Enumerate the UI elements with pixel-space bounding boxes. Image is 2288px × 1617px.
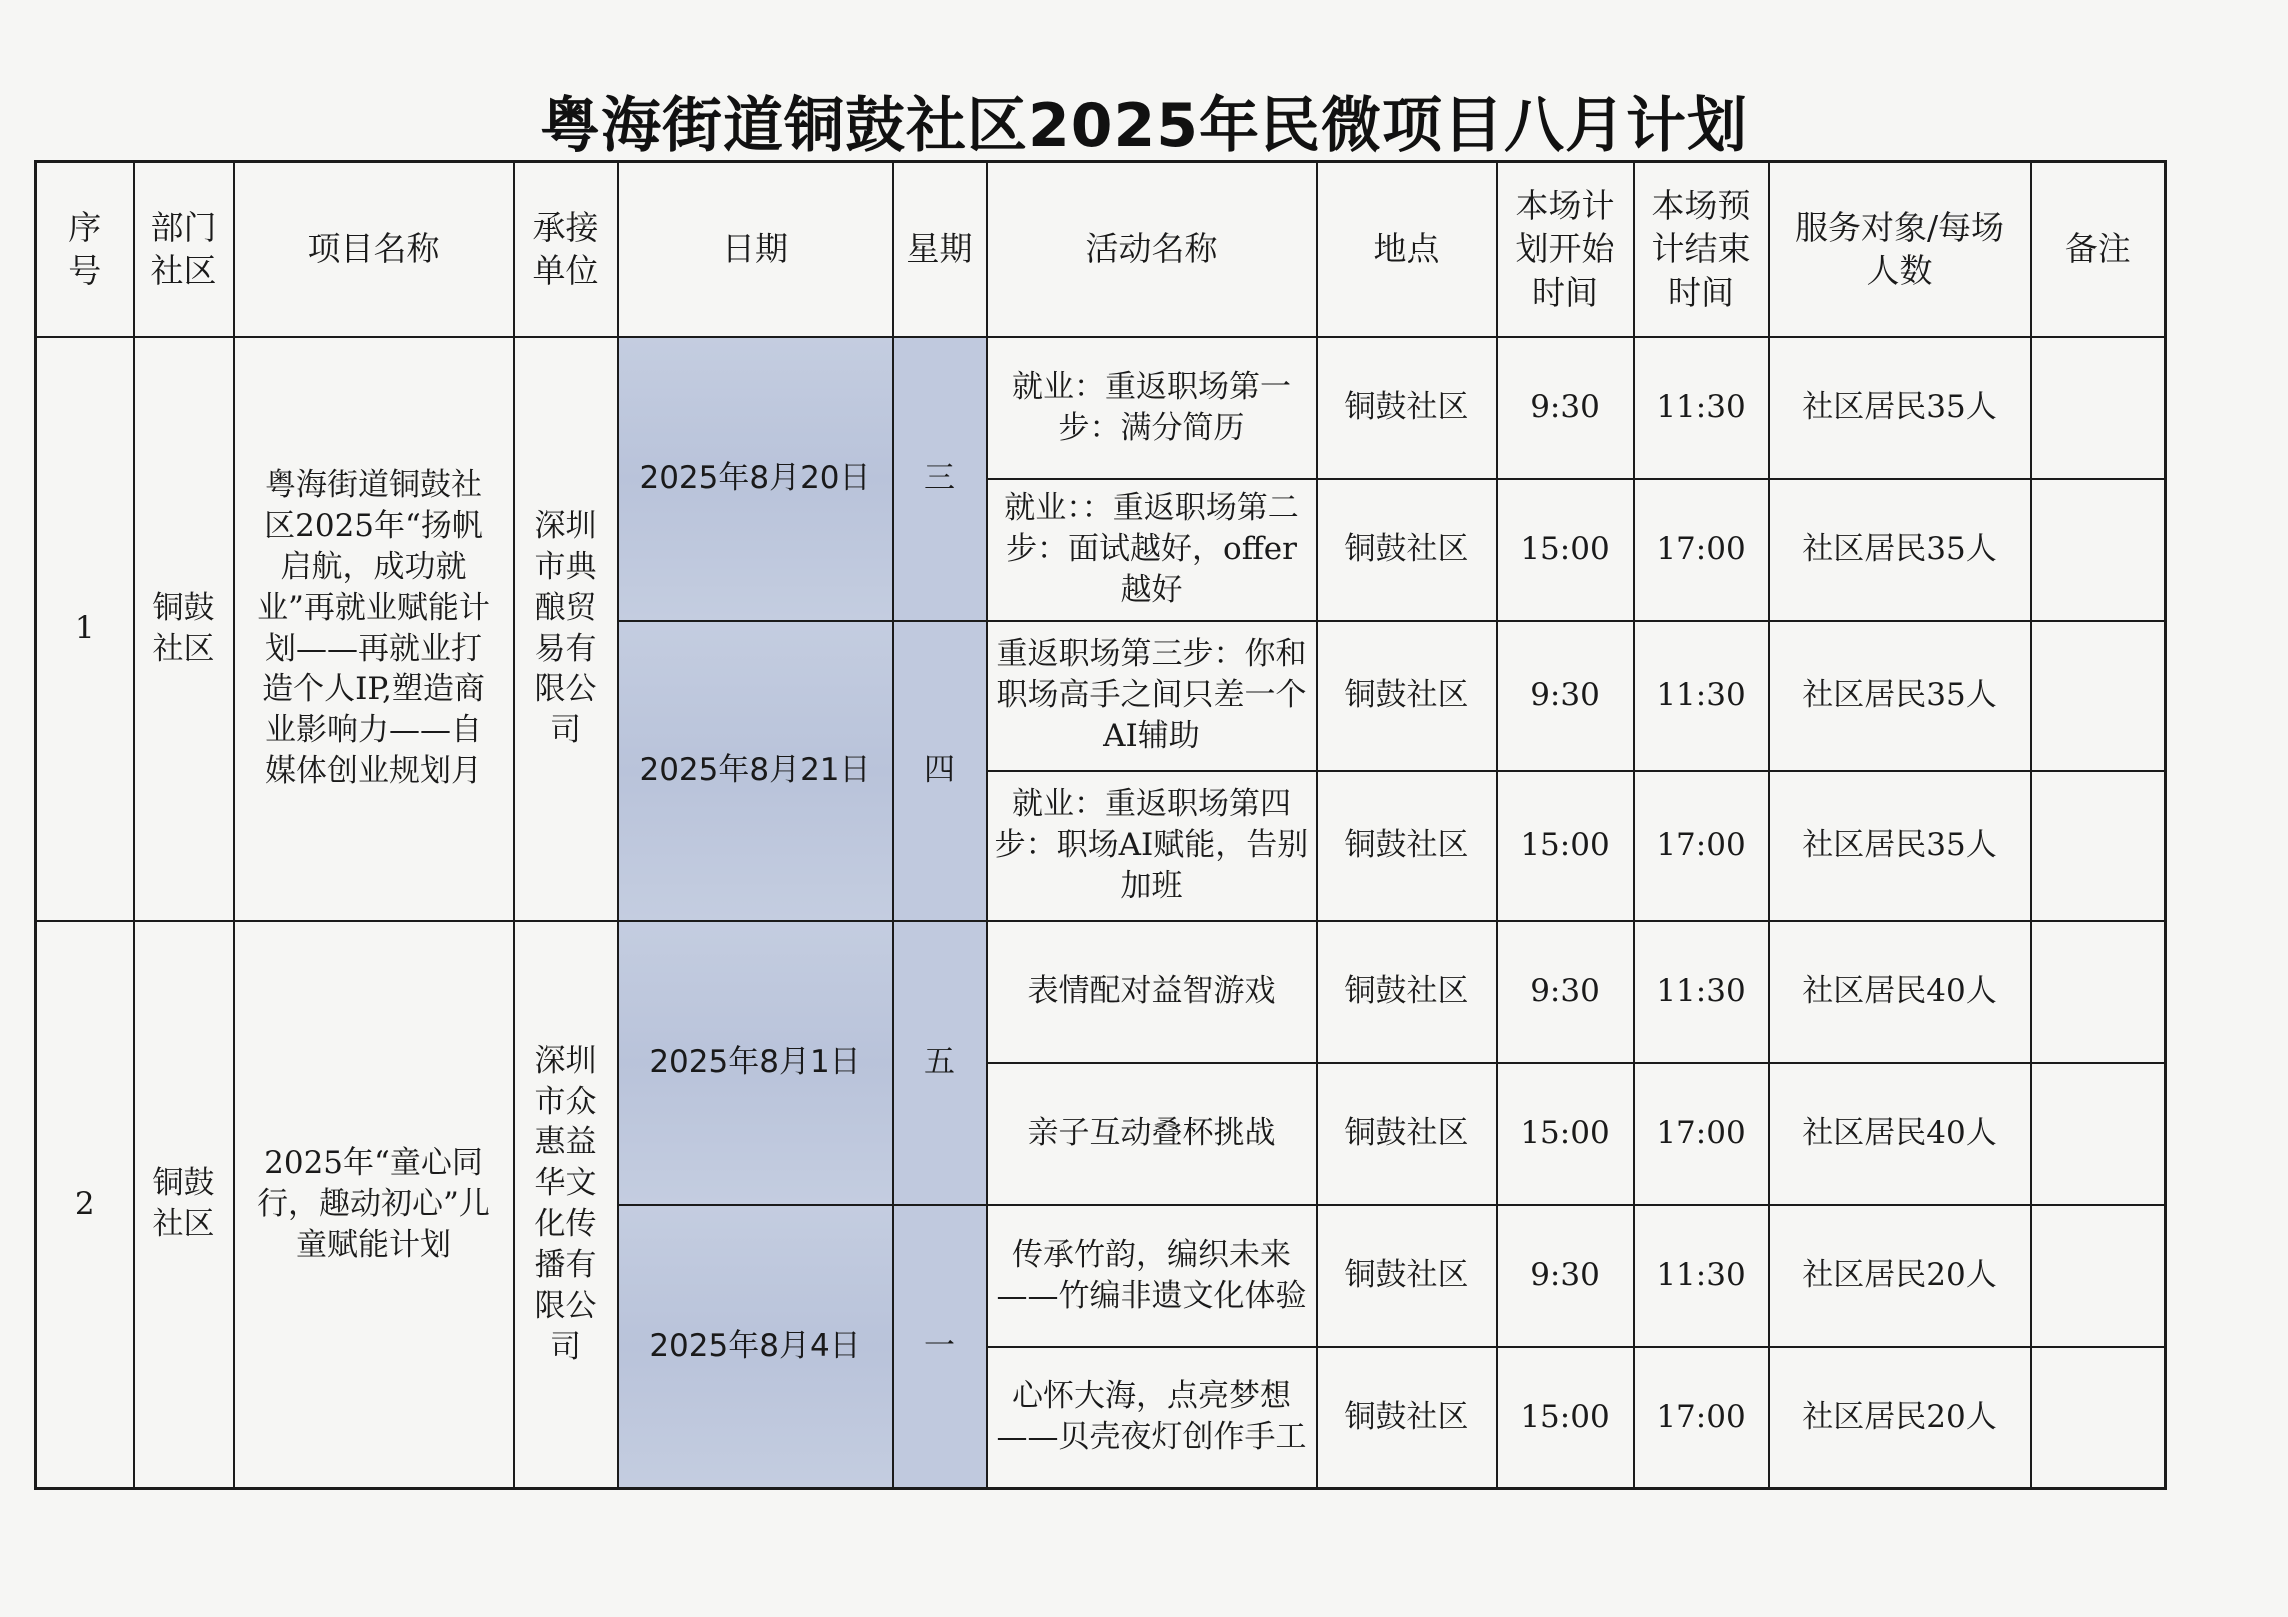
header-end: 本场预计结束时间 — [1634, 162, 1769, 337]
location-cell: 铜鼓社区 — [1317, 621, 1497, 771]
start-time-cell: 15:00 — [1497, 771, 1634, 921]
activity-cell: 亲子互动叠杯挑战 — [987, 1063, 1317, 1205]
table-row — [36, 337, 2166, 479]
service-cell: 社区居民35人 — [1769, 771, 2031, 921]
end-time-cell: 11:30 — [1634, 1205, 1769, 1347]
date-cell: 2025年8月21日 — [618, 621, 893, 921]
weekday-cell: 一 — [893, 1205, 987, 1489]
note-cell — [2031, 1063, 2166, 1205]
start-time-cell: 15:00 — [1497, 1063, 1634, 1205]
end-time-cell: 11:30 — [1634, 621, 1769, 771]
header-start: 本场计划开始时间 — [1497, 162, 1634, 337]
activity-cell: 就业：重返职场第四步：职场AI赋能，告别加班 — [987, 771, 1317, 921]
start-time-cell: 9:30 — [1497, 1205, 1634, 1347]
location-cell: 铜鼓社区 — [1317, 1205, 1497, 1347]
header-service: 服务对象/每场人数 — [1769, 162, 2031, 337]
date-cell: 2025年8月20日 — [618, 337, 893, 621]
date-cell: 2025年8月1日 — [618, 921, 893, 1205]
end-time-cell: 11:30 — [1634, 337, 1769, 479]
location-cell: 铜鼓社区 — [1317, 771, 1497, 921]
activity-cell: 传承竹韵，编织未来——竹编非遗文化体验 — [987, 1205, 1317, 1347]
header-row — [36, 162, 2166, 337]
project-name-cell: 2025年“童心同行，趣动初心”儿童赋能计划 — [234, 921, 514, 1489]
header-org: 承接单位 — [514, 162, 618, 337]
end-time-cell: 11:30 — [1634, 921, 1769, 1063]
document-title: 粤海街道铜鼓社区2025年民微项目八月计划 — [540, 91, 1748, 161]
service-cell: 社区居民40人 — [1769, 921, 2031, 1063]
service-cell: 社区居民35人 — [1769, 479, 2031, 621]
location-cell: 铜鼓社区 — [1317, 1347, 1497, 1489]
start-time-cell: 15:00 — [1497, 1347, 1634, 1489]
seq-cell: 2 — [36, 921, 134, 1489]
note-cell — [2031, 337, 2166, 479]
service-cell: 社区居民35人 — [1769, 621, 2031, 771]
end-time-cell: 17:00 — [1634, 1063, 1769, 1205]
note-cell — [2031, 621, 2166, 771]
seq-cell: 1 — [36, 337, 134, 921]
header-activity: 活动名称 — [987, 162, 1317, 337]
start-time-cell: 9:30 — [1497, 621, 1634, 771]
start-time-cell: 9:30 — [1497, 921, 1634, 1063]
table-row — [36, 921, 2166, 1063]
header-location: 地点 — [1317, 162, 1497, 337]
location-cell: 铜鼓社区 — [1317, 921, 1497, 1063]
weekday-cell: 三 — [893, 337, 987, 621]
dept-cell: 铜鼓社区 — [134, 921, 234, 1489]
note-cell — [2031, 479, 2166, 621]
plan-table — [34, 160, 2167, 1490]
org-cell: 深圳市典酿贸易有限公司 — [514, 337, 618, 921]
note-cell — [2031, 1347, 2166, 1489]
location-cell: 铜鼓社区 — [1317, 479, 1497, 621]
end-time-cell: 17:00 — [1634, 1347, 1769, 1489]
date-cell: 2025年8月4日 — [618, 1205, 893, 1489]
location-cell: 铜鼓社区 — [1317, 337, 1497, 479]
weekday-cell: 五 — [893, 921, 987, 1205]
activity-cell: 心怀大海，点亮梦想——贝壳夜灯创作手工 — [987, 1347, 1317, 1489]
activity-cell: 表情配对益智游戏 — [987, 921, 1317, 1063]
note-cell — [2031, 1205, 2166, 1347]
org-cell: 深圳市众惠益华文化传播有限公司 — [514, 921, 618, 1489]
note-cell — [2031, 771, 2166, 921]
header-dept: 部门社区 — [134, 162, 234, 337]
project-name-cell: 粤海街道铜鼓社区2025年“扬帆启航，成功就业”再就业赋能计划——再就业打造个人IP,塑造商业影响力——自媒体创业规划月 — [234, 337, 514, 921]
weekday-cell: 四 — [893, 621, 987, 921]
header-week: 星期 — [893, 162, 987, 337]
start-time-cell: 15:00 — [1497, 479, 1634, 621]
activity-cell: 重返职场第三步：你和职场高手之间只差一个AI辅助 — [987, 621, 1317, 771]
service-cell: 社区居民20人 — [1769, 1205, 2031, 1347]
header-project: 项目名称 — [234, 162, 514, 337]
service-cell: 社区居民40人 — [1769, 1063, 2031, 1205]
start-time-cell: 9:30 — [1497, 337, 1634, 479]
service-cell: 社区居民35人 — [1769, 337, 2031, 479]
end-time-cell: 17:00 — [1634, 479, 1769, 621]
header-note: 备注 — [2031, 162, 2166, 337]
header-date: 日期 — [618, 162, 893, 337]
activity-cell: 就业：：重返职场第二步：面试越好，offer越好 — [987, 479, 1317, 621]
location-cell: 铜鼓社区 — [1317, 1063, 1497, 1205]
service-cell: 社区居民20人 — [1769, 1347, 2031, 1489]
dept-cell: 铜鼓社区 — [134, 337, 234, 921]
activity-cell: 就业：重返职场第一步：满分简历 — [987, 337, 1317, 479]
header-seq: 序号 — [36, 162, 134, 337]
end-time-cell: 17:00 — [1634, 771, 1769, 921]
note-cell — [2031, 921, 2166, 1063]
